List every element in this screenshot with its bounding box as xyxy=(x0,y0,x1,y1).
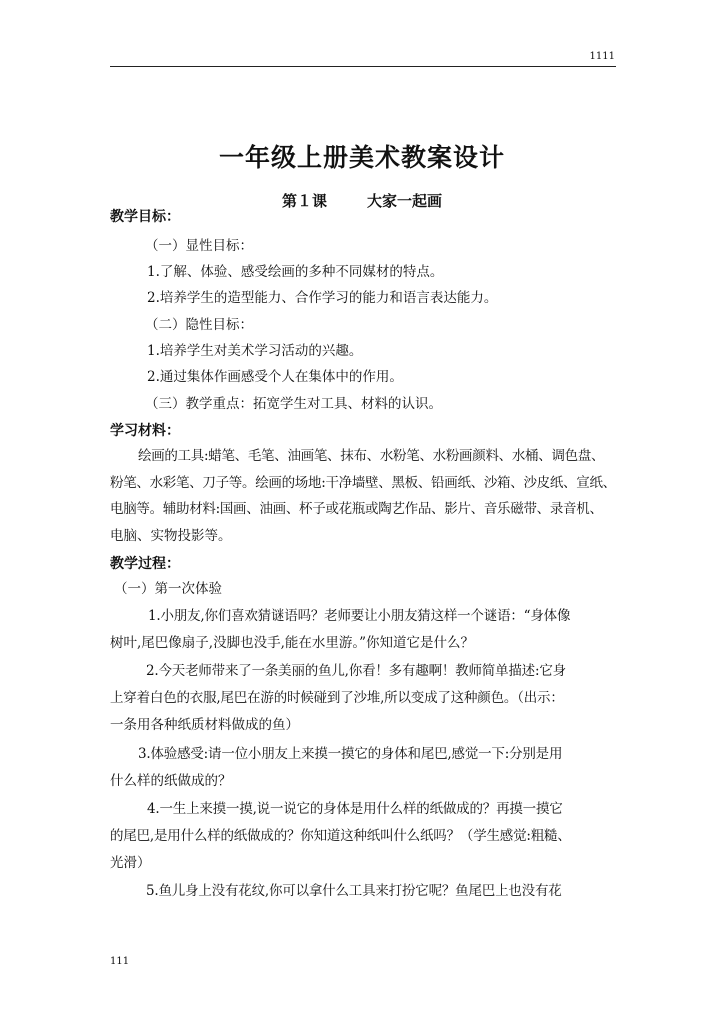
text-line: 树叶,尾巴像扇子,没脚也没手,能在水里游。”你知道它是什么？ xyxy=(110,635,475,651)
section-heading-materials: 学习材料： xyxy=(110,423,180,439)
text-line: 光滑） xyxy=(110,855,151,871)
text-line: 什么样的纸做成的？ xyxy=(110,773,232,789)
text-line: 电脑等。辅助材料:国画、油画、杯子或花瓶或陶艺作品、影片、音乐磁带、录音机、 xyxy=(110,501,603,517)
text-line: （三）教学重点：拓宽学生对工具、材料的认识。 xyxy=(145,396,442,412)
text-line: 电脑、实物投影等。 xyxy=(110,528,232,544)
text-line: 上穿着白色的衣服,尾巴在游的时候碰到了沙堆,所以变成了这种颜色。（出示： xyxy=(110,690,564,706)
text-line: 4.一生上来摸一摸,说一说它的身体是用什么样的纸做成的？再摸一摸它 xyxy=(147,801,563,817)
text-line: 的尾巴,是用什么样的纸做成的？你知道这种纸叫什么纸吗？（学生感觉:粗糙、 xyxy=(110,828,571,844)
text-line: 1.了解、体验、感受绘画的多种不同媒材的特点。 xyxy=(147,264,444,280)
lesson-name: 大家一起画 xyxy=(367,192,443,210)
text-line: 2.今天老师带来了一条美丽的鱼儿,你看！多有趣啊！教师简单描述:它身 xyxy=(146,663,566,679)
text-line: 3.体验感受:请一位小朋友上来摸一摸它的身体和尾巴,感觉一下:分别是用 xyxy=(138,746,563,762)
section-heading-process: 教学过程： xyxy=(110,556,180,572)
text-line: 1.小朋友,你们喜欢猜谜语吗？老师要让小朋友猜这样一个谜语：“身体像 xyxy=(148,608,571,624)
header-rule xyxy=(110,66,616,67)
text-line: （一）显性目标： xyxy=(145,238,253,254)
text-line: 2.通过集体作画感受个人在集体中的作用。 xyxy=(147,369,403,385)
text-line: 1.培养学生对美术学习活动的兴趣。 xyxy=(147,343,363,359)
lesson-heading xyxy=(0,190,724,211)
header-page-number: 1111 xyxy=(589,51,615,62)
text-line: 绘画的工具:蜡笔、毛笔、油画笔、抹布、水粉笔、水粉画颜料、水桶、调色盘、 xyxy=(138,448,605,464)
text-line: 2.培养学生的造型能力、合作学习的能力和语言表达能力。 xyxy=(147,290,498,306)
text-line: 5.鱼儿身上没有花纹,你可以拿什么工具来打扮它呢？鱼尾巴上也没有花 xyxy=(146,883,562,899)
text-line: （一）第一次体验 xyxy=(114,581,222,597)
text-line: （二）隐性目标： xyxy=(145,317,253,333)
text-line: 一条用各种纸质材料做成的鱼） xyxy=(110,717,299,733)
document-title: 一年级上册美术教案设计 xyxy=(218,143,505,172)
lesson-number: 第１课 xyxy=(281,192,327,210)
section-heading-goals: 教学目标： xyxy=(110,209,180,225)
footer-page-number: 111 xyxy=(110,956,130,967)
text-line: 粉笔、水彩笔、刀子等。绘画的场地:干净墙壁、黑板、铅画纸、沙箱、沙皮纸、宣纸、 xyxy=(110,475,616,491)
